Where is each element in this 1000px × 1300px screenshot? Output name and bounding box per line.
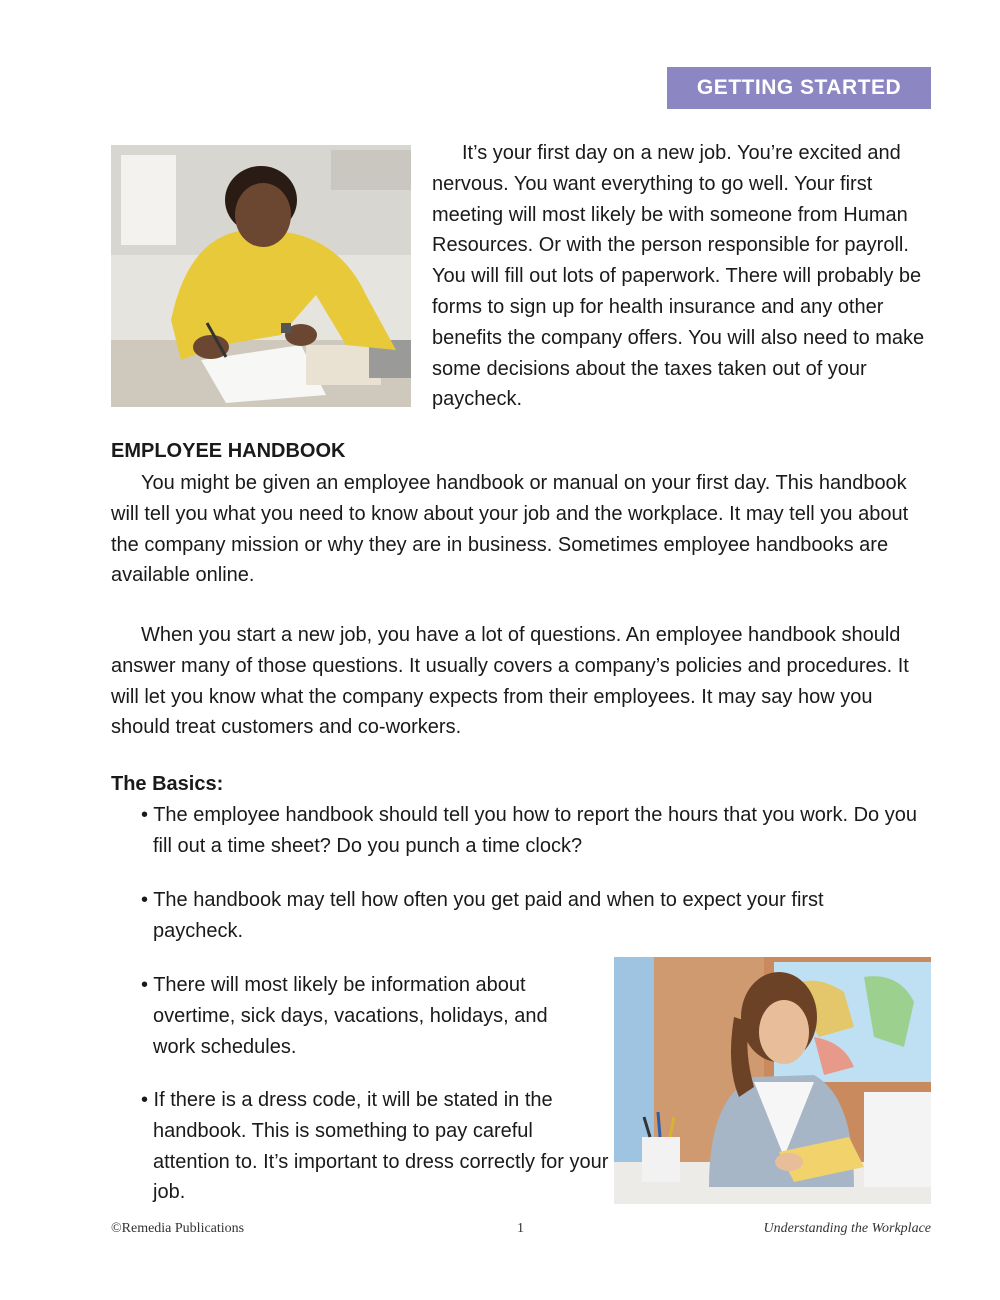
section-banner [667,67,931,109]
employee-handbook-heading: EMPLOYEE HANDBOOK [111,440,346,462]
basics-bullet-dress-code: • If there is a dress code, it will be stated in the handbook. This is something to pay careful attention to. It’s important to dress correctly for your job. [141,1089,609,1204]
basics-bullet-hours: • The employee handbook should tell you how to report the hours that you work. Do you fill out a time sheet? Do you punch a time clock? [141,804,917,857]
basics-bullet-pay: • The handbook may tell how often you get paid and when to expect your first paycheck. [141,889,824,942]
footer-book-title: Understanding the Workplace [763,1221,931,1236]
handbook-paragraph-2: When you start a new job, you have a lot of questions. An employee handbook should answer many of those questions. It usually covers a company’s policies and procedures. It will let you know what the company expects from their employees. It may say how you should treat customers and co-workers. [111,624,909,739]
footer-publisher: ©Remedia Publications [111,1221,245,1236]
basics-bullet-time-off: • There will most likely be information about overtime, sick days, vacations, holidays, and work schedules. [141,974,548,1058]
section-banner-label: GETTING STARTED [696,76,902,99]
intro-paragraph: It’s your first day on a new job. You’re excited and nervous. You want everything to go well. Your first meeting will most likely be with someone from Human Resources. Or with the person responsible for payroll. You will fill out lots of paperwork. There will probably be forms to sign up for health insurance and any other benefits the company offers. You will also need to make some decisions about the taxes taken out of your paycheck. [432,142,925,411]
man-signing-paperwork-photo [111,145,411,407]
basics-heading: The Basics: [111,773,224,795]
footer-page-number: 1 [517,1221,524,1236]
woman-reading-handbook-photo [614,957,931,1204]
handbook-paragraph-1: You might be given an employee handbook or manual on your first day. This handbook will tell you what you need to know about your job and the workplace. It may tell you about the company mission or why they are in business. Sometimes employee handbooks are available online. [111,472,909,587]
